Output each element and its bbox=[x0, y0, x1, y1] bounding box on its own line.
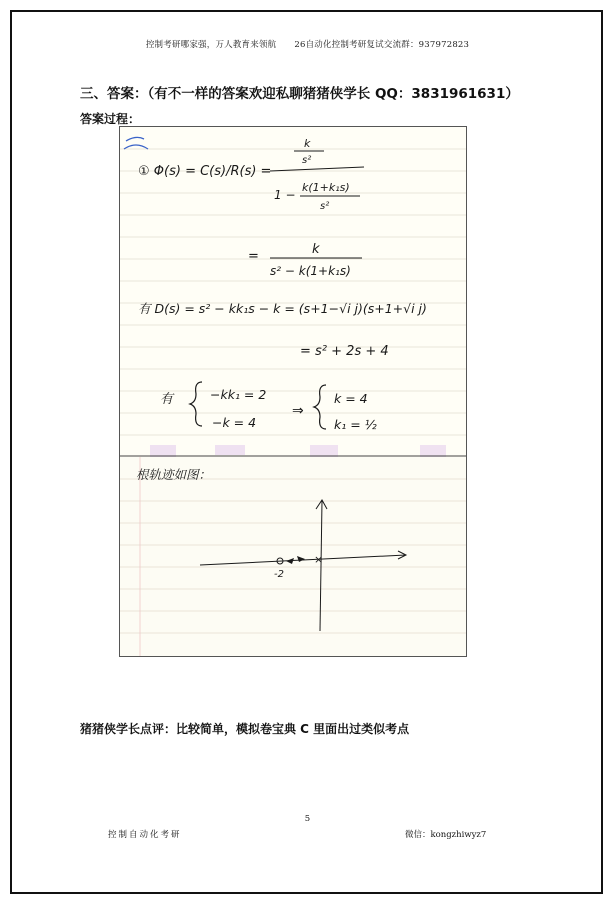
eq1-denominator-numerator: k(1+k₁s) bbox=[302, 181, 350, 194]
system-eq1: −kk₁ = 2 bbox=[210, 387, 267, 402]
eq1-numerator: k bbox=[304, 137, 311, 150]
result-k1: k₁ = ½ bbox=[334, 417, 377, 432]
background-watermark-tint bbox=[150, 445, 446, 457]
handwritten-notes bbox=[120, 127, 466, 656]
page-header bbox=[0, 38, 615, 50]
implies-arrow: ⇒ bbox=[292, 403, 304, 419]
header-slogan: 控制考研哪家强，万人教育来领航 bbox=[145, 40, 277, 50]
pole-marker: × bbox=[314, 553, 324, 566]
handwritten-solution-image bbox=[119, 126, 467, 657]
eq1-numerator-denominator: s² bbox=[302, 155, 312, 166]
eq3-characteristic: 有 D(s) = s² − kk₁s − k = (s+1−√i j)(s+1+√i j) bbox=[138, 301, 427, 316]
eq2-numerator: k bbox=[312, 242, 320, 257]
header-group-info: 26自动化控制考研复试交流群：937972823 bbox=[294, 40, 470, 50]
eq1-denominator-denominator: s² bbox=[320, 201, 330, 212]
footer-wechat: 微信：kongzhiwyz7 bbox=[405, 830, 487, 840]
answer-process-label: 答案过程： bbox=[80, 112, 141, 126]
section-title: 三、答案：（有不一样的答案欢迎私聊猪猪侠学长 QQ：3831961631） bbox=[80, 86, 519, 102]
tick-label-minus-2: -2 bbox=[274, 569, 284, 580]
eq1-lhs: ① Φ(s) = C(s)/R(s) = bbox=[138, 164, 272, 179]
blue-pen-mark bbox=[124, 137, 148, 149]
eq2-denominator: s² − k(1+k₁s) bbox=[270, 264, 351, 278]
footer-brand: 控制自动化考研 bbox=[108, 830, 182, 840]
lower-page-bg bbox=[120, 457, 466, 656]
eq1-main-fraction-bar bbox=[270, 167, 364, 171]
eq2-equals: = bbox=[248, 249, 259, 264]
eq4-result: = s² + 2s + 4 bbox=[300, 344, 389, 359]
page-number: 5 bbox=[304, 814, 311, 824]
eq5-prefix: 有 bbox=[160, 392, 174, 407]
right-brace bbox=[314, 385, 326, 429]
root-locus-label: 根轨迹如图： bbox=[136, 467, 212, 482]
system-eq2: −k = 4 bbox=[212, 415, 257, 430]
eq1-denominator-prefix: 1 − bbox=[274, 188, 296, 202]
senior-comment: 猪猪侠学长点评：比较简单，模拟卷宝典 C 里面出过类似考点 bbox=[80, 722, 410, 736]
left-brace bbox=[190, 382, 202, 426]
result-k: k = 4 bbox=[334, 391, 368, 406]
